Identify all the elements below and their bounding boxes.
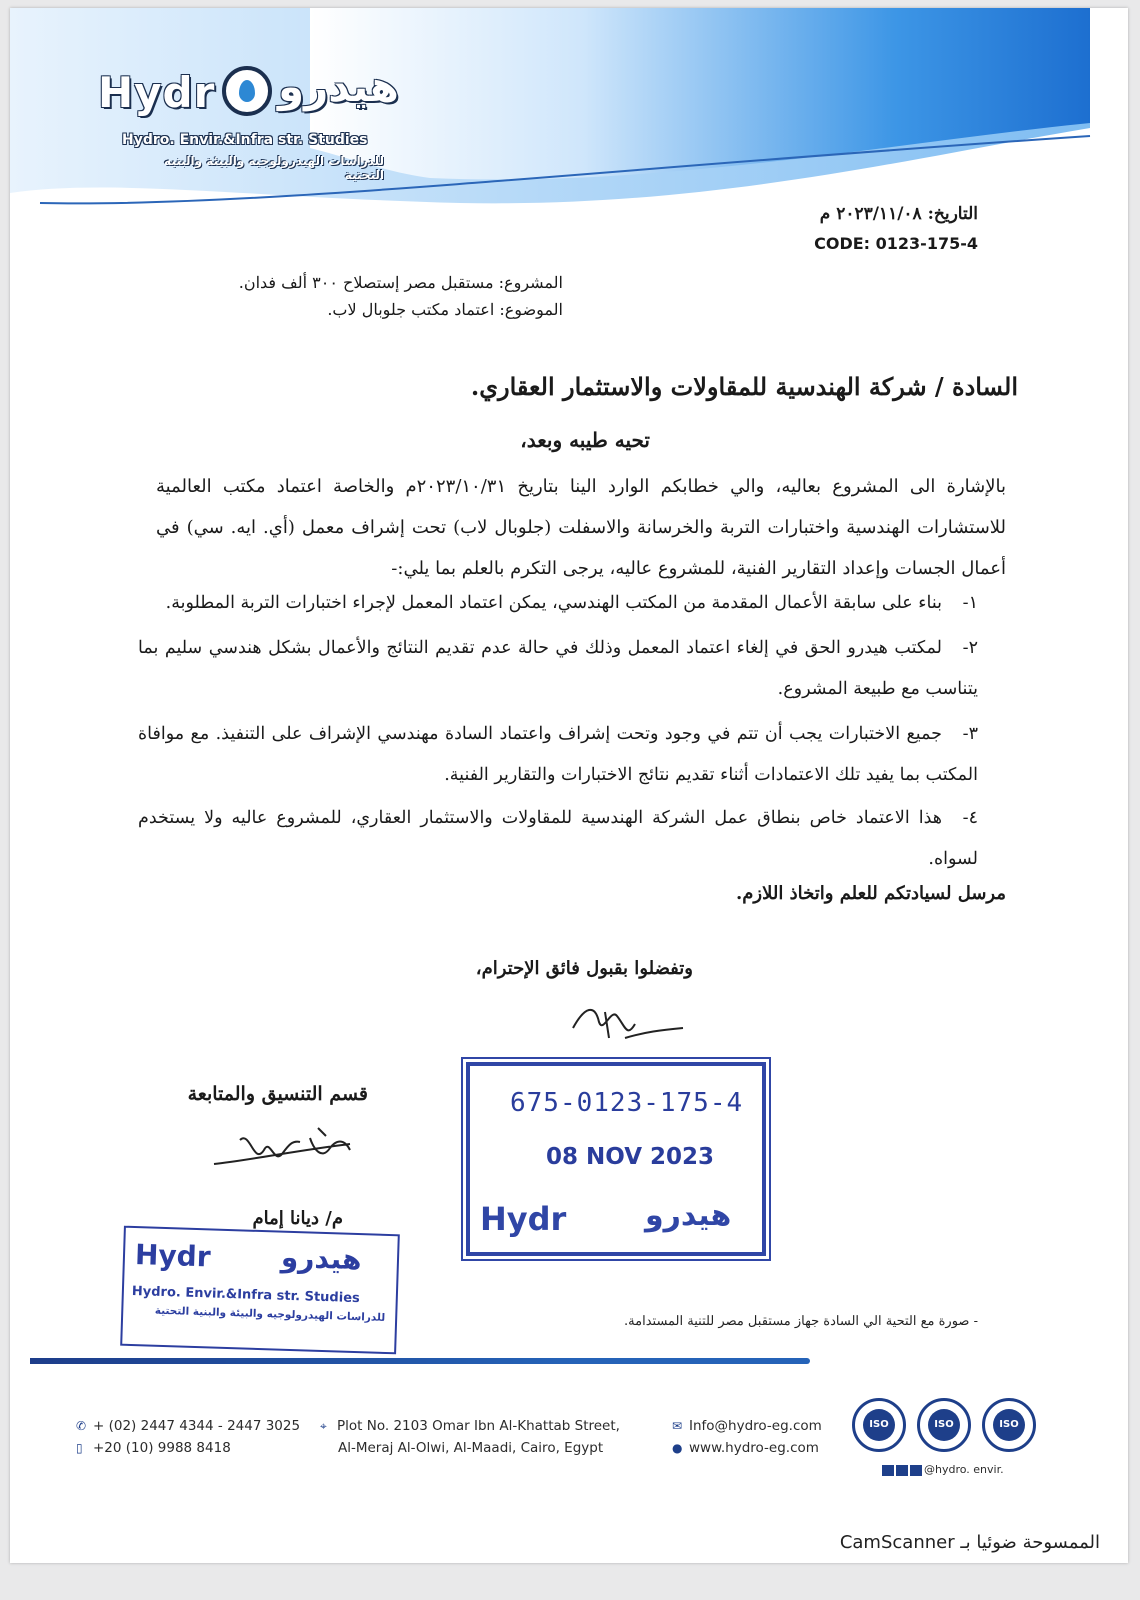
letter-page [10,8,1128,1563]
list-item [138,798,978,880]
stamp2-logo-arabic: هيدرو [280,1240,363,1277]
department-name: قسم التنسيق والمتابعة [187,1083,368,1105]
stamp2-subtitle-en: Hydro. Envir.&Infra str. Studies [131,1283,360,1307]
list-item-number: ٢- [962,638,978,658]
handwritten-signature [210,1120,360,1180]
company-stamp [120,1226,400,1355]
linkedin-icon [882,1465,894,1476]
list-item-number: ٣- [962,724,978,744]
stamp2-subtitle-ar: للدراسات الهيدرولوجيه والبيئة والبنية التحتية [154,1304,386,1324]
cc-note: - صورة مع التحية الي السادة جهاز مستقبل مصر للتنية المستدامة. [624,1314,978,1329]
list-item-text: بناء على سابقة الأعمال المقدمة من المكتب الهندسي، يمكن اعتماد المعمل لإجراء اختبارات التربة المطلوبة. [165,593,942,613]
signature-mark [565,998,690,1046]
list-item [138,628,978,710]
camscanner-watermark: الممسوحة ضوئيا بـ CamScanner [839,1532,1100,1553]
social-handle[interactable]: @hydro. envir. [882,1463,1004,1476]
facebook-icon [896,1465,908,1476]
stamp-code: 675-0123-175-4 [510,1088,744,1118]
stamp-logo-latin: Hydr [480,1200,567,1238]
intro-paragraph: بالإشارة الى المشروع بعاليه، والي خطابكم الوارد الينا بتاريخ ٢٠٢٣/١٠/٣١م والخاصة اعتماد مكتب العالمية للاستشارات الهندسية واختبارات التربة والخرسانة والاسفلت (جلوبال لاب) تحت إشراف معمل (أي. ايه. سي) في أعمال الجسات وإعداد التقارير الفنية، للمشروع عاليه، يرجى التكرم بالعلم بما يلي:- [156,476,1006,579]
list-item-text: لمكتب هيدرو الحق في إلغاء اعتماد المعمل وذلك في حالة عدم تقديم النتائج والأعمال بشكل هندسي سليم بما يتناسب مع طبيعة المشروع. [138,638,978,699]
instagram-icon [910,1465,922,1476]
closing-line: مرسل لسيادتكم للعلم واتخاذ اللازم. [736,883,1006,904]
footer-email[interactable]: ✉ Info@hydro-eg.com [672,1418,822,1434]
letter-code: CODE: 0123-175-4 [814,234,978,253]
footer-address-1: ⌖ Plot No. 2103 Omar Ibn Al-Khattab Street, [320,1418,620,1434]
footer-website[interactable]: ● www.hydro-eg.com [672,1440,819,1456]
list-item-text: جميع الاختبارات يجب أن تتم في وجود وتحت إشراف واعتماد السادة مهندسي الإشراف على التنفيذ. مع موافاة المكتب بما يفيد تلك الاعتمادات أثناء تقديم نتائج الاختبارات والتقارير الفنية. [138,724,978,785]
project-line: المشروع: مستقبل مصر إستصلاح ٣٠٠ ألف فدان. [238,273,563,292]
list-item-number: ٤- [962,808,978,828]
list-item-number: ١- [962,593,978,613]
globe-icon: ● [672,1441,683,1455]
list-item-text: هذا الاعتماد خاص بنطاق عمل الشركة الهندسية للمقاولات والاستثمار العقاري، للمشروع عاليه ولا يستخدم لسواه. [138,808,978,869]
phone-icon: ✆ [76,1419,87,1433]
logo-latin-text: Hydr [98,68,216,117]
iso-badge-label: ISO [928,1409,960,1441]
iso-badge-label: ISO [863,1409,895,1441]
logo-subtitle-en: Hydro. Envir.&Infra str. Studies [122,132,368,148]
letter-date: التاريخ: ٢٠٢٣/١١/٠٨ م [819,204,978,224]
iso-badge-label: ISO [993,1409,1025,1441]
subject-line: الموضوع: اعتماد مكتب جلوبال لاب. [327,300,563,319]
stamp-logo-arabic: هيدرو [645,1198,732,1233]
logo-arabic-text: هيدرو [278,62,399,111]
iso-certification-badge [982,1398,1036,1452]
water-drop-icon [222,66,272,116]
iso-certification-badge [852,1398,906,1452]
footer-phone-2: ▯ +20 (10) 9988 8418 [76,1440,231,1456]
greeting: تحيه طيبه وبعد، [520,428,650,452]
list-item [138,583,978,624]
list-item [138,714,978,796]
mail-icon: ✉ [672,1419,683,1433]
regards-line: وتفضلوا بقبول فائق الإحترام، [475,958,693,979]
location-pin-icon: ⌖ [320,1419,327,1433]
signer-name: م/ ديانا إمام [252,1208,343,1229]
footer-phone-1: ✆ + (02) 2447 4344 - 2447 3025 [76,1418,301,1434]
stamp2-logo-latin: Hydr [134,1238,212,1274]
addressee: السادة / شركة الهندسية للمقاولات والاستثمار العقاري. [470,372,1018,401]
footer-divider [30,1358,810,1364]
iso-certification-badge [917,1398,971,1452]
footer-address-2: Al-Meraj Al-Olwi, Al-Maadi, Cairo, Egypt [338,1440,604,1456]
stamp-date: 08 NOV 2023 [546,1144,715,1170]
logo-subtitle-ar: للدراسات الهيدرولوجيه والبيئة والبنيه التحتية [164,154,384,182]
mobile-icon: ▯ [76,1441,83,1455]
